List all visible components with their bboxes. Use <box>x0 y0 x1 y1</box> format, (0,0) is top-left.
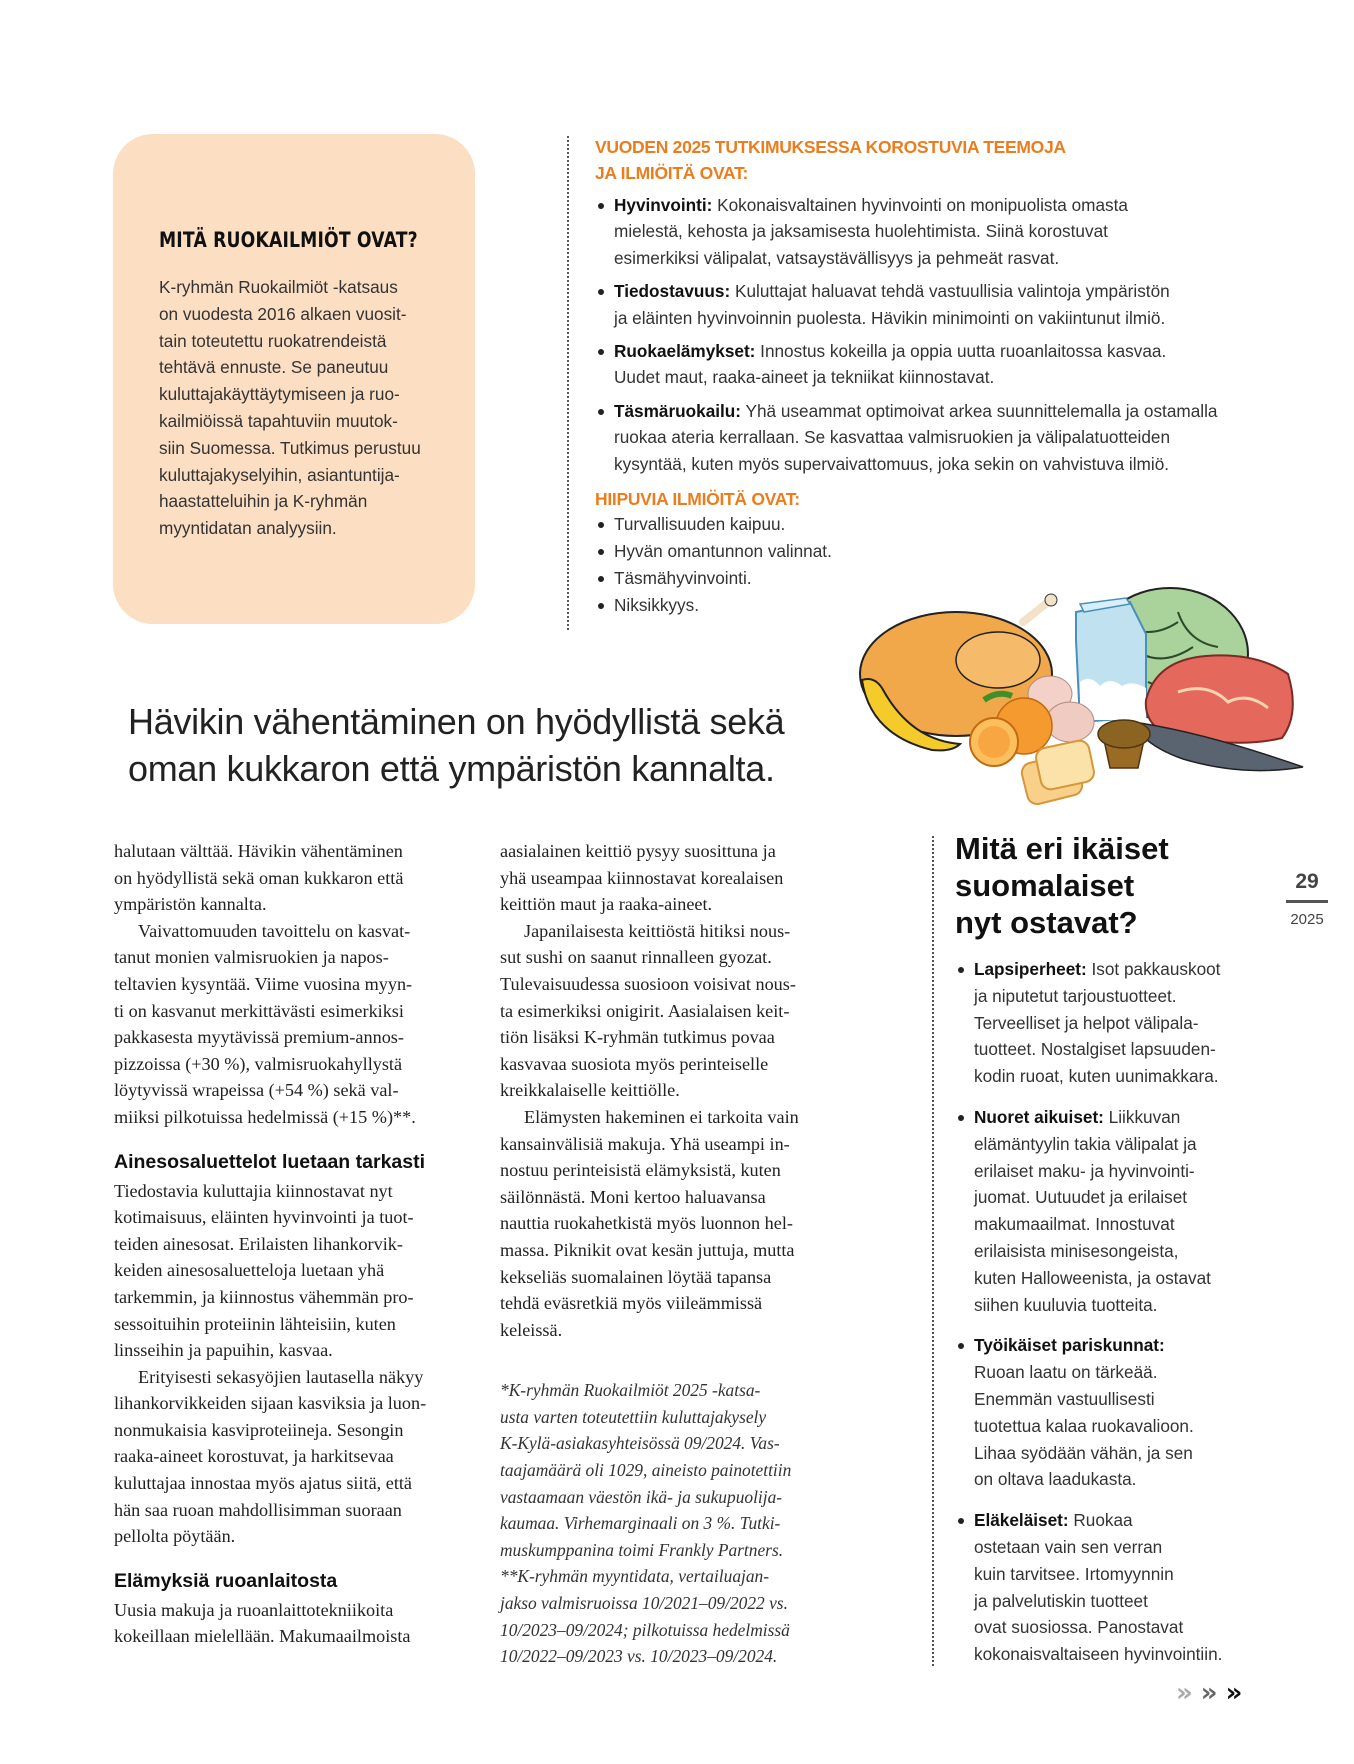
age-groups-list <box>955 956 1255 1668</box>
subheading: Elämyksiä ruoanlaitosta <box>114 1569 338 1592</box>
trend-text: Yhä useammat optimoivat arkea suunnittelemalla ja ostamalla ruokaa ateria kerrallaan. Se kasvattaa valmisruokien ja välipalatuotteiden kysyntää, kuten myös supervaivattomuus, joka sekin on vahvistuva ilmiö. <box>614 400 1218 474</box>
fading-heading: HIIPUVIA ILMIÖITÄ OVAT: <box>595 489 800 510</box>
fading-item: Turvallisuuden kaipuu. <box>595 511 1265 538</box>
trend-term: Ruokaelämykset: <box>614 341 756 362</box>
age-group-item <box>955 1104 1255 1318</box>
trend-term: Tiedostavuus: <box>614 281 731 302</box>
chevron-icon: » <box>1200 1678 1218 1708</box>
age-group-term: Eläkeläiset: <box>974 1510 1069 1531</box>
age-groups-sidebar <box>955 830 1255 1682</box>
trends-list <box>595 192 1265 477</box>
trend-item <box>595 398 1265 477</box>
milk-carton-icon <box>1076 598 1146 722</box>
trend-term: Täsmäruokailu: <box>614 400 742 421</box>
trends-section <box>595 134 1265 619</box>
trends-heading: VUODEN 2025 TUTKIMUKSESSA KOROSTUVIA TEEMOJA JA ILMIÖITÄ OVAT: <box>595 137 1066 183</box>
paragraph: Uusia makuja ja ruoanlaittotekniikoita kokeillaan mielellään. Makumaailmoista <box>114 1599 411 1647</box>
paragraph: Erityisesti sekasyöjien lautasella näkyy lihankorvikkeiden sijaan kasviksia ja luon- nonmukaisia kasviproteiineja. Sesongin raaka-aineet korostuvat, ja harkitsevaa kuluttajaa innostaa myös ajatus siitä, että hän saa ruoan mahdollisimman suoraan pellolta pöytään. <box>114 1366 427 1547</box>
page-number-block <box>1276 870 1338 928</box>
fading-item: Niksikkyys. <box>595 592 1265 619</box>
chevron-icon: » <box>1225 1678 1243 1708</box>
fading-item: Täsmähyvinvointi. <box>595 565 1265 592</box>
paragraph: Japanilaisesta keittiöstä hitiksi nous- sut sushi on saanut rinnalleen gyozat. Tulevaisuudessa suosioon voisivat nous- ta esimerkiksi onigirit. Aasialaisen keit- tiön lisäksi K-ryhmän tutkimus povaa kasvavaa suosiota myös perinteiselle kreikkalaiselle keittiölle. <box>500 920 796 1101</box>
paragraph: Tiedostavia kuluttajia kiinnostavat nyt kotimaisuus, eläinten hyvinvointi ja tuot- teiden ainesosat. Erilaisten lihankorvik- keiden ainesosaluetteloja luetaan yhä tarkemmin, ja kiinnostus vähemmän pro- sessoituihin proteiinin lähteisiin, kuten linsseihin ja papuihin, kasvaa. <box>114 1180 414 1361</box>
trend-text: Innostus kokeilla ja oppia uutta ruoanlaitossa kasvaa. Uudet maut, raaka-aineet ja tekniikat kiinnostavat. <box>614 341 1167 388</box>
body-column-1 <box>114 838 474 1650</box>
info-box-title: MITÄ RUOKAILMIÖT OVAT? <box>159 228 418 252</box>
trend-text: Kuluttajat haluavat tehdä vastuullisia valintoja ympäristön ja eläinten hyvinvoinnin puolesta. Hävikin minimointi on vakiintunut ilmiö. <box>614 281 1170 328</box>
sidebar-title: Mitä eri ikäiset suomalaiset nyt ostavat? <box>955 831 1169 940</box>
trend-text: Kokonaisvaltainen hyvinvointi on monipuolista omasta mielestä, kehosta ja jaksamisesta huolehtimista. Siinä korostuvat esimerkiksi välipalat, vatsaystävällisyys ja pehmeät rasvat. <box>614 195 1128 268</box>
paragraph: Elämysten hakeminen ei tarkoita vain kansainvälisiä makuja. Yhä useampi in- nostuu perinteisistä elämyksistä, kuten säilönnästä. Moni kertoo haluavansa nauttia ruokahetkistä myös luonnon hel- massa. Piknikit ovat kesän juttuja, mutta kekseliäs suomalainen löytää tapansa tehdä eväsretkiä myös viileämmissä keleissä. <box>500 1106 799 1340</box>
divider-top <box>567 136 569 630</box>
pull-quote: Hävikin vähentäminen on hyödyllistä sekä oman kukkaron että ympäristön kannalta. <box>128 701 785 789</box>
footnote: *K-ryhmän Ruokailmiöt 2025 -katsa- usta varten toteutettiin kuluttajakysely K-Kylä-asiakasyhteisössä 09/2024. Vas- taajamäärä oli 1029, aineisto painotettiin vastaamaan väestön ikä- ja sukupuolija- kaumaa. Virhemarginaali on 3 %. Tutki- muskumppanina toimi Frankly Partners. **K-ryhmän myyntidata, vertailuajan- jakso valmisruoissa 10/2021–09/2022 vs. 10/2023–09/2024; pilkotuissa hedelmissä 10/2022–09/2023 vs. 10/2023–09/2024. <box>500 1380 792 1667</box>
age-group-item <box>955 1507 1255 1668</box>
subheading: Ainesosaluettelot luetaan tarkasti <box>114 1150 426 1173</box>
chevron-icon: » <box>1176 1678 1193 1708</box>
paragraph: Vaivattomuuden tavoittelu on kasvat- tanut monien valmisruokien ja napos- teltavien kysyntää. Viime vuosina myyn- ti on kasvanut merkittävästi esimerkiksi pakkasesta myytävissä premium-annos- pizzoissa (+30 %), valmisruokahyllystä löytyvissä wrapeissa (+54 %) sekä val- miiksi pilkotuissa hedelmissä (+15 %)**. <box>114 920 416 1127</box>
trend-item <box>595 338 1265 391</box>
trend-item <box>595 192 1265 271</box>
trend-term: Hyvinvointi: <box>614 195 713 215</box>
divider-sidebar <box>932 836 934 1666</box>
paragraph: halutaan välttää. Hävikin vähentäminen on hyödyllistä sekä oman kukkaron että ympäristön kannalta. <box>114 841 404 915</box>
info-box <box>113 134 475 624</box>
age-group-text: Isot pakkauskoot ja niputetut tarjoustuotteet. Terveelliset ja helpot välipala- tuotteet. Nostalgiset lapsuuden- kodin ruoat, kuten uunimakkara. <box>974 959 1221 1087</box>
food-illustration <box>848 582 1318 812</box>
page-year: 2025 <box>1290 911 1324 928</box>
page-number: 29 <box>1295 870 1319 893</box>
age-group-term: Nuoret aikuiset: <box>974 1106 1104 1127</box>
age-group-text: Ruokaa ostetaan vain sen verran kuin tarvitsee. Irtomyynnin ja palvelutiskin tuotteet ovat suosiossa. Panostavat kokonaisvaltaiseen hyvinvointiin. <box>974 1510 1223 1665</box>
age-group-term: Työikäiset pariskunnat: <box>974 1335 1165 1356</box>
trend-item <box>595 278 1265 331</box>
muffin-icon <box>1098 720 1150 768</box>
age-group-term: Lapsiperheet: <box>974 959 1087 979</box>
paragraph: aasialainen keittiö pysyy suosittuna ja yhä useampaa kiinnostavat korealaisen keittiön maut ja raaka-aineet. <box>500 841 784 915</box>
age-group-text: Liikkuvan elämäntyylin takia välipalat ja erilaiset maku- ja hyvinvointi- juomat. Uutuudet ja erilaiset makumaailmat. Innostuvat erilaisista minisesongeista, kuten Halloweenista, ja ostavat siihen kuuluvia tuotteita. <box>974 1106 1211 1315</box>
age-group-item <box>955 1332 1255 1493</box>
fading-item: Hyvän omantunnon valinnat. <box>595 538 1265 565</box>
info-box-text: K-ryhmän Ruokailmiöt -katsaus on vuodesta 2016 alkaen vuosit- tain toteutettu ruokatrendeistä tehtävä ennuste. Se paneutuu kuluttajakäyttäytymiseen ja ruo- kailmiöissä tapahtuviin muutok- siin Suomessa. Tutkimus perustuu kuluttajakyselyihin, asiantuntija- haastatteluihin ja K-ryhmän myyntidatan analyysiin. <box>159 277 421 539</box>
page-number-rule <box>1286 900 1328 903</box>
age-group-item <box>955 956 1255 1090</box>
body-column-2 <box>500 838 860 1670</box>
chevrons-right-icon <box>1176 1680 1242 1706</box>
age-group-text: Ruoan laatu on tärkeää. Enemmän vastuullisesti tuotettua kalaa ruokavalioon. Lihaa syödään vähän, ja sen on oltava laadukasta. <box>974 1362 1194 1490</box>
